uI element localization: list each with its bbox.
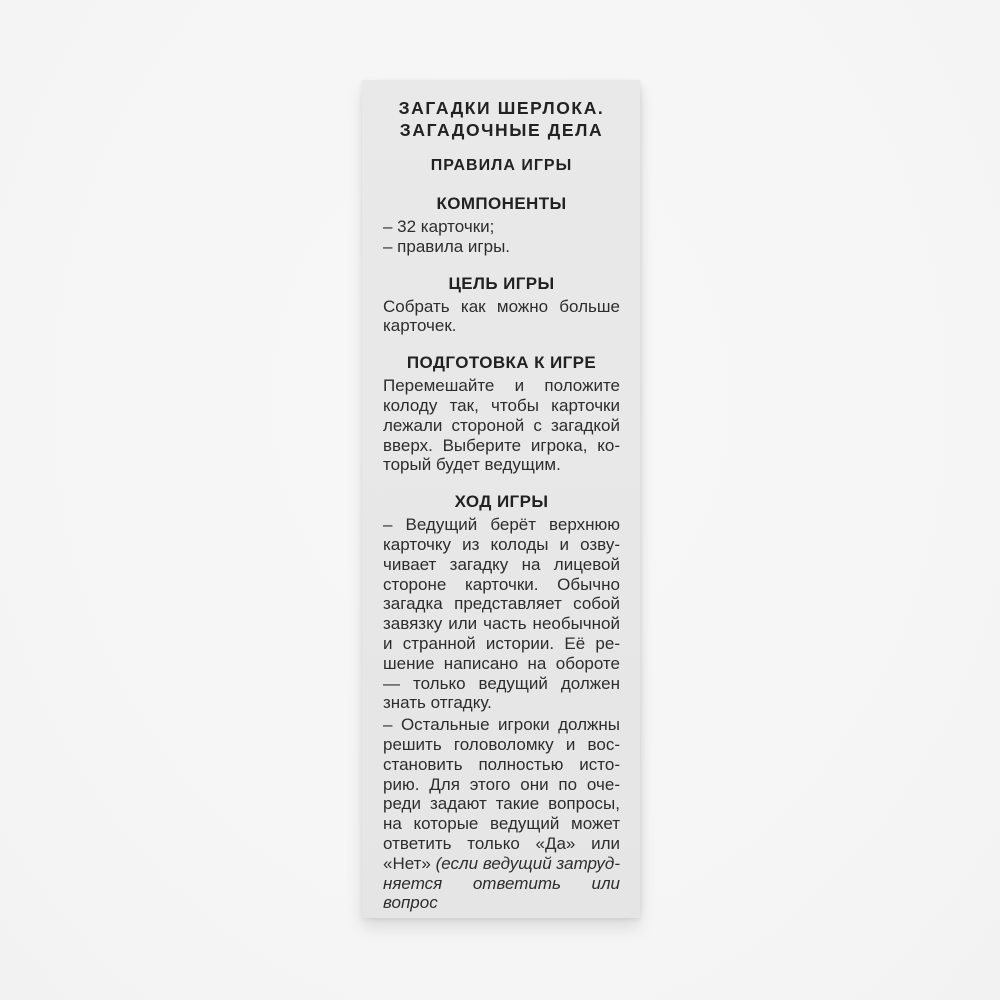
section-heading: ЦЕЛЬ ИГРЫ: [448, 273, 555, 293]
text-line: на которые ведущий может: [383, 814, 620, 834]
text-line: карточек.: [383, 316, 457, 336]
rules-section: [383, 491, 620, 913]
rules-sections: [383, 193, 620, 913]
rules-leaflet: [362, 80, 640, 918]
text-line: загадка представляет собой: [383, 594, 620, 614]
italic-text-segment: няется ответить или вопрос: [383, 873, 620, 913]
paragraph: [383, 376, 620, 475]
section-heading: ХОД ИГРЫ: [454, 492, 549, 512]
text-line: – Остальные игроки должны: [383, 715, 620, 735]
rules-subtitle: ПРАВИЛА ИГРЫ: [430, 157, 573, 174]
italic-text-segment: (если ведущий затруд-: [435, 853, 620, 873]
rules-section: [383, 352, 620, 475]
text-line: Перемешайте и положите: [383, 376, 620, 396]
text-segment: «Нет»: [383, 853, 436, 873]
text-line: знать отгадку.: [383, 693, 492, 713]
text-line: реди задают такие вопросы,: [383, 794, 620, 814]
game-title-line-2: ЗАГАДОЧНЫЕ ДЕЛА: [399, 120, 604, 140]
text-line: – правила игры.: [383, 236, 511, 256]
text-line: — только ведущий должен: [383, 673, 620, 693]
component-list: [383, 217, 620, 257]
text-line: колоду так, чтобы карточки: [383, 395, 620, 415]
text-line: рию. Для этого они по оче-: [383, 774, 620, 794]
text-line: торый будет ведущим.: [383, 455, 561, 475]
paragraph: [383, 515, 620, 713]
text-line: [383, 874, 620, 914]
text-line: и странной истории. Её ре-: [383, 633, 620, 653]
text-line: стороне карточки. Обычно: [383, 574, 620, 594]
text-line: решить головоломку и вос-: [383, 734, 620, 754]
game-title-line-1: ЗАГАДКИ ШЕРЛОКА.: [398, 98, 605, 118]
text-line: лежали стороной с загадкой: [383, 415, 620, 435]
text-line: завязку или часть необычной: [383, 614, 620, 634]
paragraph: [383, 715, 620, 913]
text-line: – 32 карточки;: [383, 217, 495, 236]
text-line: карточку из колоды и озву-: [383, 534, 620, 554]
rules-section: [383, 193, 620, 257]
text-line: ответить только «Да» или: [383, 833, 620, 853]
section-heading: ПОДГОТОВКА К ИГРЕ: [406, 353, 597, 373]
text-line: [383, 854, 620, 874]
paragraph: [383, 297, 620, 337]
text-line: становить полностью исто-: [383, 754, 620, 774]
text-line: Собрать как можно больше: [383, 296, 620, 316]
rules-section: [383, 273, 620, 337]
text-line: вверх. Выберите игрока, ко-: [383, 435, 620, 455]
text-line: шение написано на обороте: [383, 653, 620, 673]
game-title: [383, 97, 620, 141]
text-line: чивает загадку на лицевой: [383, 554, 620, 574]
section-heading: КОМПОНЕНТЫ: [436, 194, 567, 213]
text-line: – Ведущий берёт верхнюю: [383, 515, 620, 535]
